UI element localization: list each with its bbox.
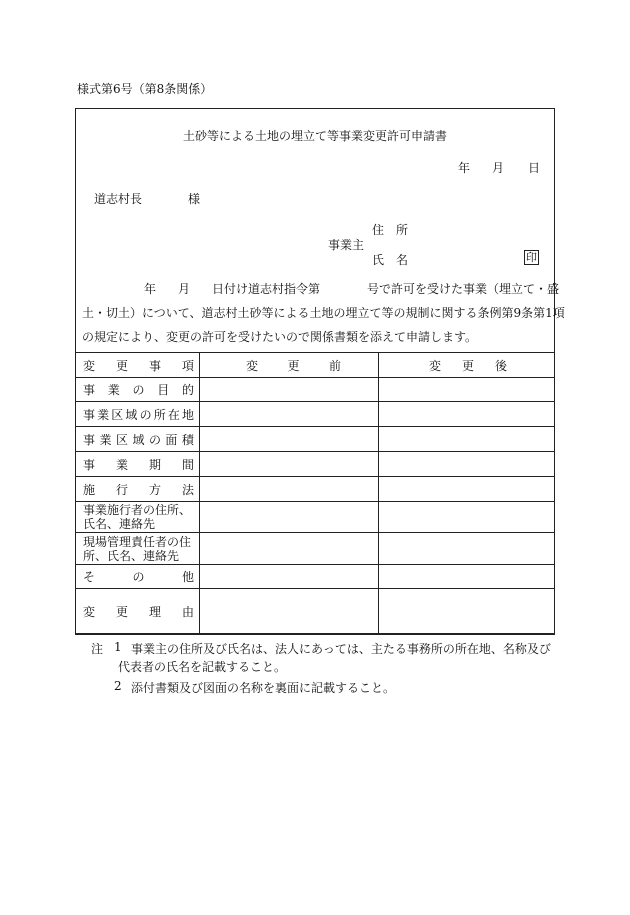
after-cell[interactable] [379, 427, 555, 452]
note-1-line2: 代表者の氏名を記載すること。 [118, 660, 287, 674]
note-1-number: 1 [114, 640, 122, 654]
before-cell[interactable] [200, 477, 379, 502]
before-cell[interactable] [200, 402, 379, 427]
table-row [76, 589, 555, 635]
table-row [76, 452, 555, 477]
table-row [76, 402, 555, 427]
after-cell[interactable] [379, 378, 555, 402]
before-cell[interactable] [200, 378, 379, 402]
table-row [76, 502, 555, 533]
before-cell[interactable] [200, 533, 379, 565]
change-items-table [75, 352, 555, 635]
table-row [76, 427, 555, 452]
after-cell[interactable] [379, 452, 555, 477]
note-1-line1: 事業主の住所及び氏名は、法人にあっては、主たる事務所の所在地、名称及び [131, 642, 551, 656]
body-month: 月 [178, 282, 191, 296]
date-day: 日 [528, 161, 541, 175]
before-cell[interactable] [200, 427, 379, 452]
after-cell[interactable] [379, 502, 555, 533]
header-before: 変 更 前 [200, 353, 379, 378]
body-line3: の規定により、変更の許可を受けたいので関係書類を添えて申請します。 [82, 330, 478, 344]
table-row [76, 378, 555, 402]
table-header-row [76, 353, 555, 378]
addressee-honorific: 様 [188, 192, 201, 206]
header-item: 変 更 事 項 [76, 353, 200, 378]
table-row [76, 565, 555, 589]
after-cell[interactable] [379, 589, 555, 635]
before-cell[interactable] [200, 565, 379, 589]
applicant-address-label: 住 所 [372, 223, 409, 237]
date-year: 年 [458, 161, 471, 175]
date-month: 月 [492, 161, 505, 175]
after-cell[interactable] [379, 402, 555, 427]
row-label-period: 事 業 期 間 [76, 452, 200, 477]
row-label-area: 事 業 区 域 の 面 積 [76, 427, 200, 452]
row-label-site-manager: 現場管理責任者の住 所、氏名、連絡先 [76, 533, 200, 565]
applicant-name-label: 氏 名 [372, 253, 409, 267]
before-cell[interactable] [200, 452, 379, 477]
before-cell[interactable] [200, 589, 379, 635]
after-cell[interactable] [379, 565, 555, 589]
form-number: 様式第6号（第8条関係） [77, 82, 213, 96]
applicant-label: 事業主 [328, 238, 365, 252]
seal-mark: 印 [526, 251, 537, 264]
header-after: 変 更 後 [379, 353, 555, 378]
body-day-ref: 日付け道志村指令第 [212, 282, 321, 296]
row-label-other: そ の 他 [76, 565, 200, 589]
before-cell[interactable] [200, 502, 379, 533]
row-label-reason: 変 更 理 由 [76, 589, 200, 635]
row-label-location: 事 業 区 域 の 所 在 地 [76, 402, 200, 427]
addressee-name: 道志村長 [94, 192, 143, 206]
body-line1-end: 号で許可を受けた事業（埋立て・盛 [367, 282, 560, 296]
page-title: 土砂等による土地の埋立て等事業変更許可申請書 [182, 129, 447, 143]
row-label-purpose: 事 業 の 目 的 [76, 378, 200, 402]
row-label-operator: 事業施行者の住所、 氏名、連絡先 [76, 502, 200, 533]
row-label-method: 施 行 方 法 [76, 477, 200, 502]
note-2-line1: 添付書類及び図面の名称を裏面に記載すること。 [131, 681, 396, 695]
after-cell[interactable] [379, 533, 555, 565]
body-line2: 土・切土）について、道志村土砂等による土地の埋立て等の規制に関する条例第9条第1項 [82, 306, 565, 320]
body-year: 年 [144, 282, 157, 296]
notes-prefix: 注 [91, 642, 104, 656]
after-cell[interactable] [379, 477, 555, 502]
table-row [76, 533, 555, 565]
table-row [76, 477, 555, 502]
note-2-number: 2 [114, 679, 122, 693]
